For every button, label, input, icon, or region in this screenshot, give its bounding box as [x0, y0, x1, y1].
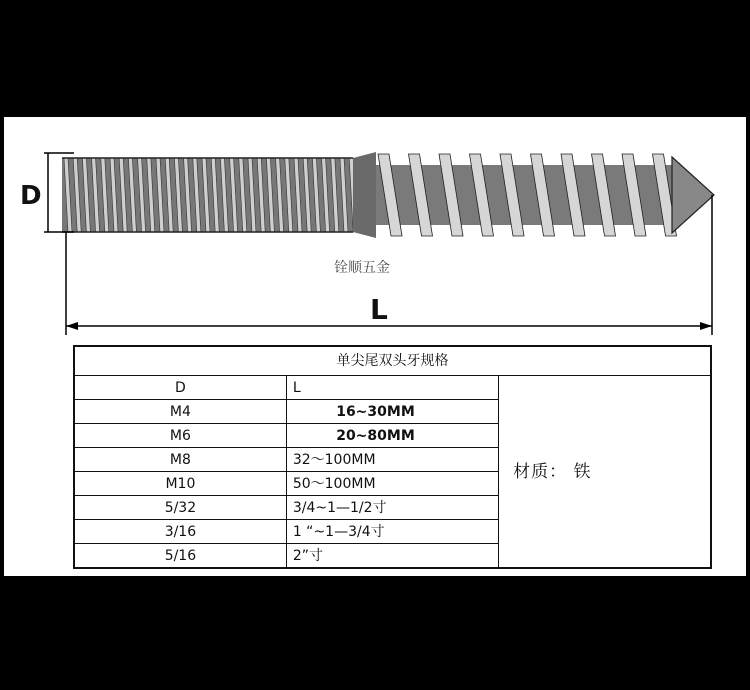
- size-l: 16~30MM: [286, 400, 498, 424]
- pointed-tip: [672, 157, 714, 233]
- size-l: 3/4~1—1/2寸: [286, 496, 498, 520]
- table-title: 单尖尾双头牙规格: [74, 346, 711, 376]
- spec-table: [73, 345, 712, 569]
- size-d: M10: [74, 472, 286, 496]
- size-l: 2”寸: [286, 544, 498, 569]
- size-l: 50～100MM: [286, 472, 498, 496]
- material-cell: [499, 376, 711, 569]
- l-arrow-left: [66, 322, 78, 330]
- size-d: M6: [74, 424, 286, 448]
- table-title-row: [74, 346, 711, 376]
- size-d: 5/16: [74, 544, 286, 569]
- thread-transition: [353, 152, 376, 238]
- material-text: 材质： 铁: [513, 461, 592, 482]
- d-label: D: [20, 181, 42, 211]
- size-l: 1 “~1—3/4寸: [286, 520, 498, 544]
- size-l: 20~80MM: [286, 424, 498, 448]
- header-l: L: [286, 376, 498, 400]
- l-arrow-right: [700, 322, 712, 330]
- size-d: 3/16: [74, 520, 286, 544]
- header-d: D: [74, 376, 286, 400]
- size-d: M8: [74, 448, 286, 472]
- table-header-row: [74, 376, 711, 400]
- size-l: 32～100MM: [286, 448, 498, 472]
- spec-panel: [4, 117, 746, 576]
- l-label: L: [370, 293, 388, 326]
- size-d: M4: [74, 400, 286, 424]
- watermark-text: 铨顺五金: [334, 260, 390, 276]
- size-d: 5/32: [74, 496, 286, 520]
- hanger-bolt-drawing: [4, 117, 746, 345]
